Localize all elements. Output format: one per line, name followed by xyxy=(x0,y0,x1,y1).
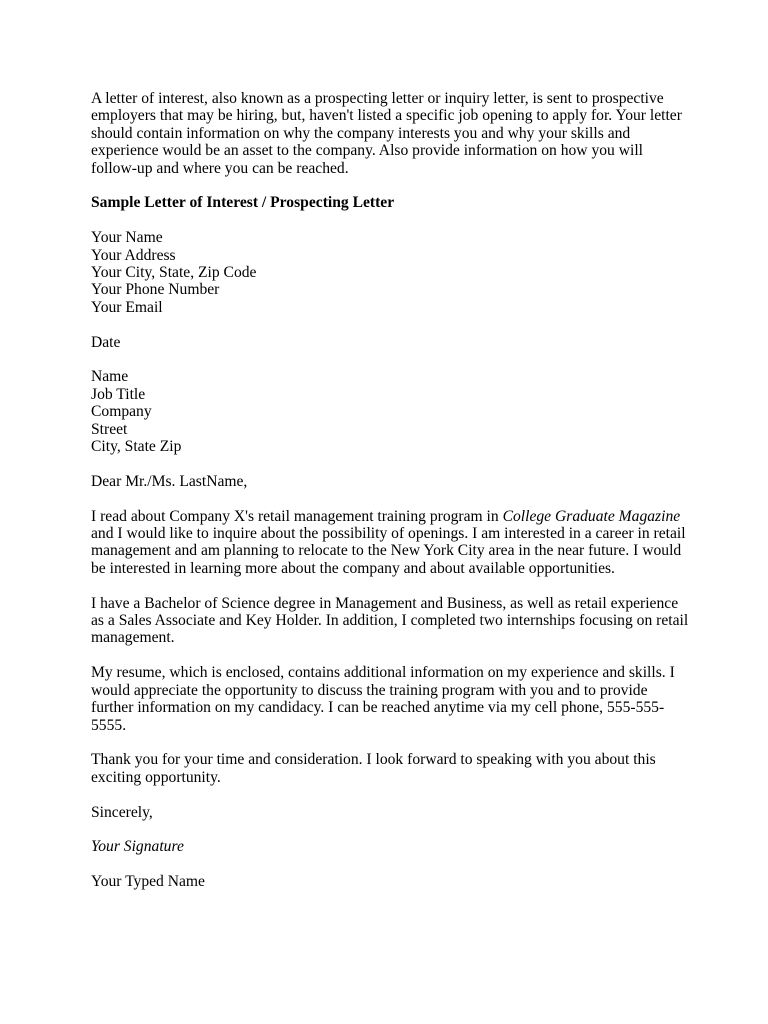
recipient-city: City, State Zip xyxy=(91,438,182,456)
salutation: Dear Mr./Ms. LastName, xyxy=(91,472,248,490)
body1-before: I read about Company X's retail management training program in xyxy=(91,507,503,525)
sender-phone: Your Phone Number xyxy=(91,281,220,299)
body-paragraph-3: My resume, which is enclosed, contains additional information on my experience and skills. I would appreciate the opportunity to discuss the training program with you and to provide further information on my candidacy. I can be reached anytime via my cell phone, 555-555-5555. xyxy=(91,664,675,734)
body-paragraph-1 xyxy=(91,508,691,578)
signature: Your Signature xyxy=(91,838,184,856)
sender-city: Your City, State, Zip Code xyxy=(91,264,257,282)
sender-address: Your Address xyxy=(91,246,176,264)
letter-page xyxy=(91,90,691,908)
recipient-name: Name xyxy=(91,368,129,386)
recipient-street: Street xyxy=(91,420,128,438)
recipient-block xyxy=(91,368,691,455)
recipient-company: Company xyxy=(91,403,152,421)
sample-heading: Sample Letter of Interest / Prospecting Letter xyxy=(91,194,395,212)
date-line: Date xyxy=(91,333,121,351)
magazine-title: College Graduate Magazine xyxy=(502,507,681,525)
recipient-job-title: Job Title xyxy=(91,385,146,403)
intro-paragraph: A letter of interest, also known as a prospecting letter or inquiry letter, is sent to prospective employers that may be hiring, but, haven't listed a specific job opening to apply for. Your letter should contain information on why the company interests you and why your skills and experience would be an asset to the company. Also provide information on how you will follow-up and where you can be reached. xyxy=(91,90,682,177)
closing: Sincerely, xyxy=(91,803,153,821)
sender-email: Your Email xyxy=(91,298,163,316)
body-paragraph-2: I have a Bachelor of Science degree in Management and Business, as well as retail experience as a Sales Associate and Key Holder. In addition, I completed two internships focusing on retail management. xyxy=(91,594,689,647)
body-paragraph-4: Thank you for your time and consideration. I look forward to speaking with you about this exciting opportunity. xyxy=(91,751,656,786)
sender-block xyxy=(91,229,691,316)
sender-name: Your Name xyxy=(91,229,163,247)
typed-name: Your Typed Name xyxy=(91,873,205,891)
body1-after: and I would like to inquire about the possibility of openings. I am interested in a career in retail management and am planning to relocate to the New York City area in the near future. I would be interested in learning more about the company and about available opportunities. xyxy=(91,525,686,577)
